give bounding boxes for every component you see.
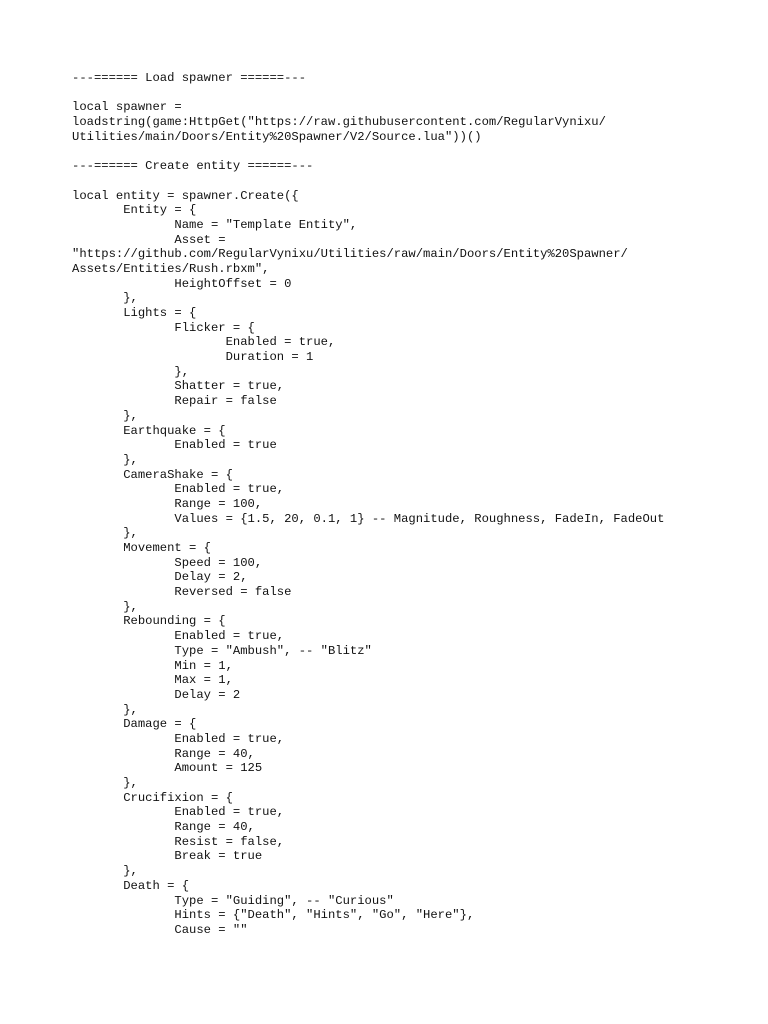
code-line: Values = {1.5, 20, 0.1, 1} -- Magnitude, Roughness, FadeIn, FadeOut (72, 511, 665, 526)
code-line: Delay = 2, (72, 570, 248, 585)
code-line: }, (72, 599, 138, 614)
code-line: local spawner = (72, 100, 182, 115)
code-line: HeightOffset = 0 (72, 276, 292, 291)
code-line: Range = 100, (72, 496, 263, 511)
code-line: }, (72, 526, 138, 541)
code-line: }, (72, 776, 138, 790)
code-line: Repair = false (72, 394, 277, 409)
code-line: Amount = 125 (72, 761, 263, 776)
code-line: ---====== Load spawner ======--- (72, 71, 307, 85)
code-line: }, (72, 702, 138, 717)
code-line (72, 174, 752, 189)
code-line: Earthquake = { (72, 423, 226, 438)
code-line: Shatter = true, (72, 379, 285, 394)
code-line: Assets/Entities/Rush.rbxm", (72, 261, 270, 276)
code-line: Duration = 1 (72, 350, 314, 365)
code-line: local entity = spawner.Create({ (72, 188, 299, 203)
code-line: Enabled = true, (72, 805, 285, 820)
code-line: Rebounding = { (72, 614, 226, 629)
code-line: Movement = { (72, 541, 211, 555)
code-line: Asset = (72, 232, 226, 247)
code-line: Utilities/main/Doors/Entity%20Spawner/V2/Source.lua"))() (72, 129, 482, 144)
code-line: Delay = 2 (72, 687, 241, 702)
code-line: Death = { (72, 878, 190, 893)
code-block (72, 71, 752, 938)
code-line: }, (72, 864, 138, 879)
code-line: Range = 40, (72, 820, 255, 835)
code-line: Damage = { (72, 717, 197, 732)
code-line: Speed = 100, (72, 555, 263, 570)
code-line: CameraShake = { (72, 467, 233, 482)
code-line: Hints = {"Death", "Hints", "Go", "Here"}, (72, 908, 475, 923)
code-line: }, (72, 291, 138, 306)
code-line: "https://github.com/RegularVynixu/Utilities/raw/main/Doors/Entity%20Spawner/ (72, 247, 628, 262)
code-line: Max = 1, (72, 673, 233, 688)
code-line: }, (72, 452, 138, 467)
code-line: Name = "Template Entity", (72, 217, 358, 232)
code-line: Type = "Guiding", -- "Curious" (72, 893, 394, 908)
code-line: Flicker = { (72, 320, 255, 335)
code-line: Break = true (72, 849, 263, 864)
code-line: Range = 40, (72, 746, 255, 761)
code-line: ---====== Create entity ======--- (72, 159, 314, 174)
code-line: Min = 1, (72, 658, 233, 673)
code-line: Enabled = true, (72, 629, 285, 644)
code-line (72, 86, 752, 101)
code-line: Resist = false, (72, 834, 285, 849)
code-line: Enabled = true, (72, 731, 285, 746)
code-line: Lights = { (72, 306, 197, 320)
code-line (72, 144, 752, 159)
code-line: Crucifixion = { (72, 790, 233, 805)
code-line: Type = "Ambush", -- "Blitz" (72, 643, 372, 658)
code-line: Enabled = true, (72, 335, 336, 350)
code-line: Enabled = true, (72, 482, 285, 497)
code-line: }, (72, 364, 190, 379)
code-line: Enabled = true (72, 438, 277, 453)
code-line: Entity = { (72, 203, 197, 218)
code-line: loadstring(game:HttpGet("https://raw.githubusercontent.com/RegularVynixu/ (72, 115, 606, 130)
code-line: Reversed = false (72, 585, 292, 600)
code-line: Cause = "" (72, 922, 248, 937)
code-line: }, (72, 408, 138, 423)
